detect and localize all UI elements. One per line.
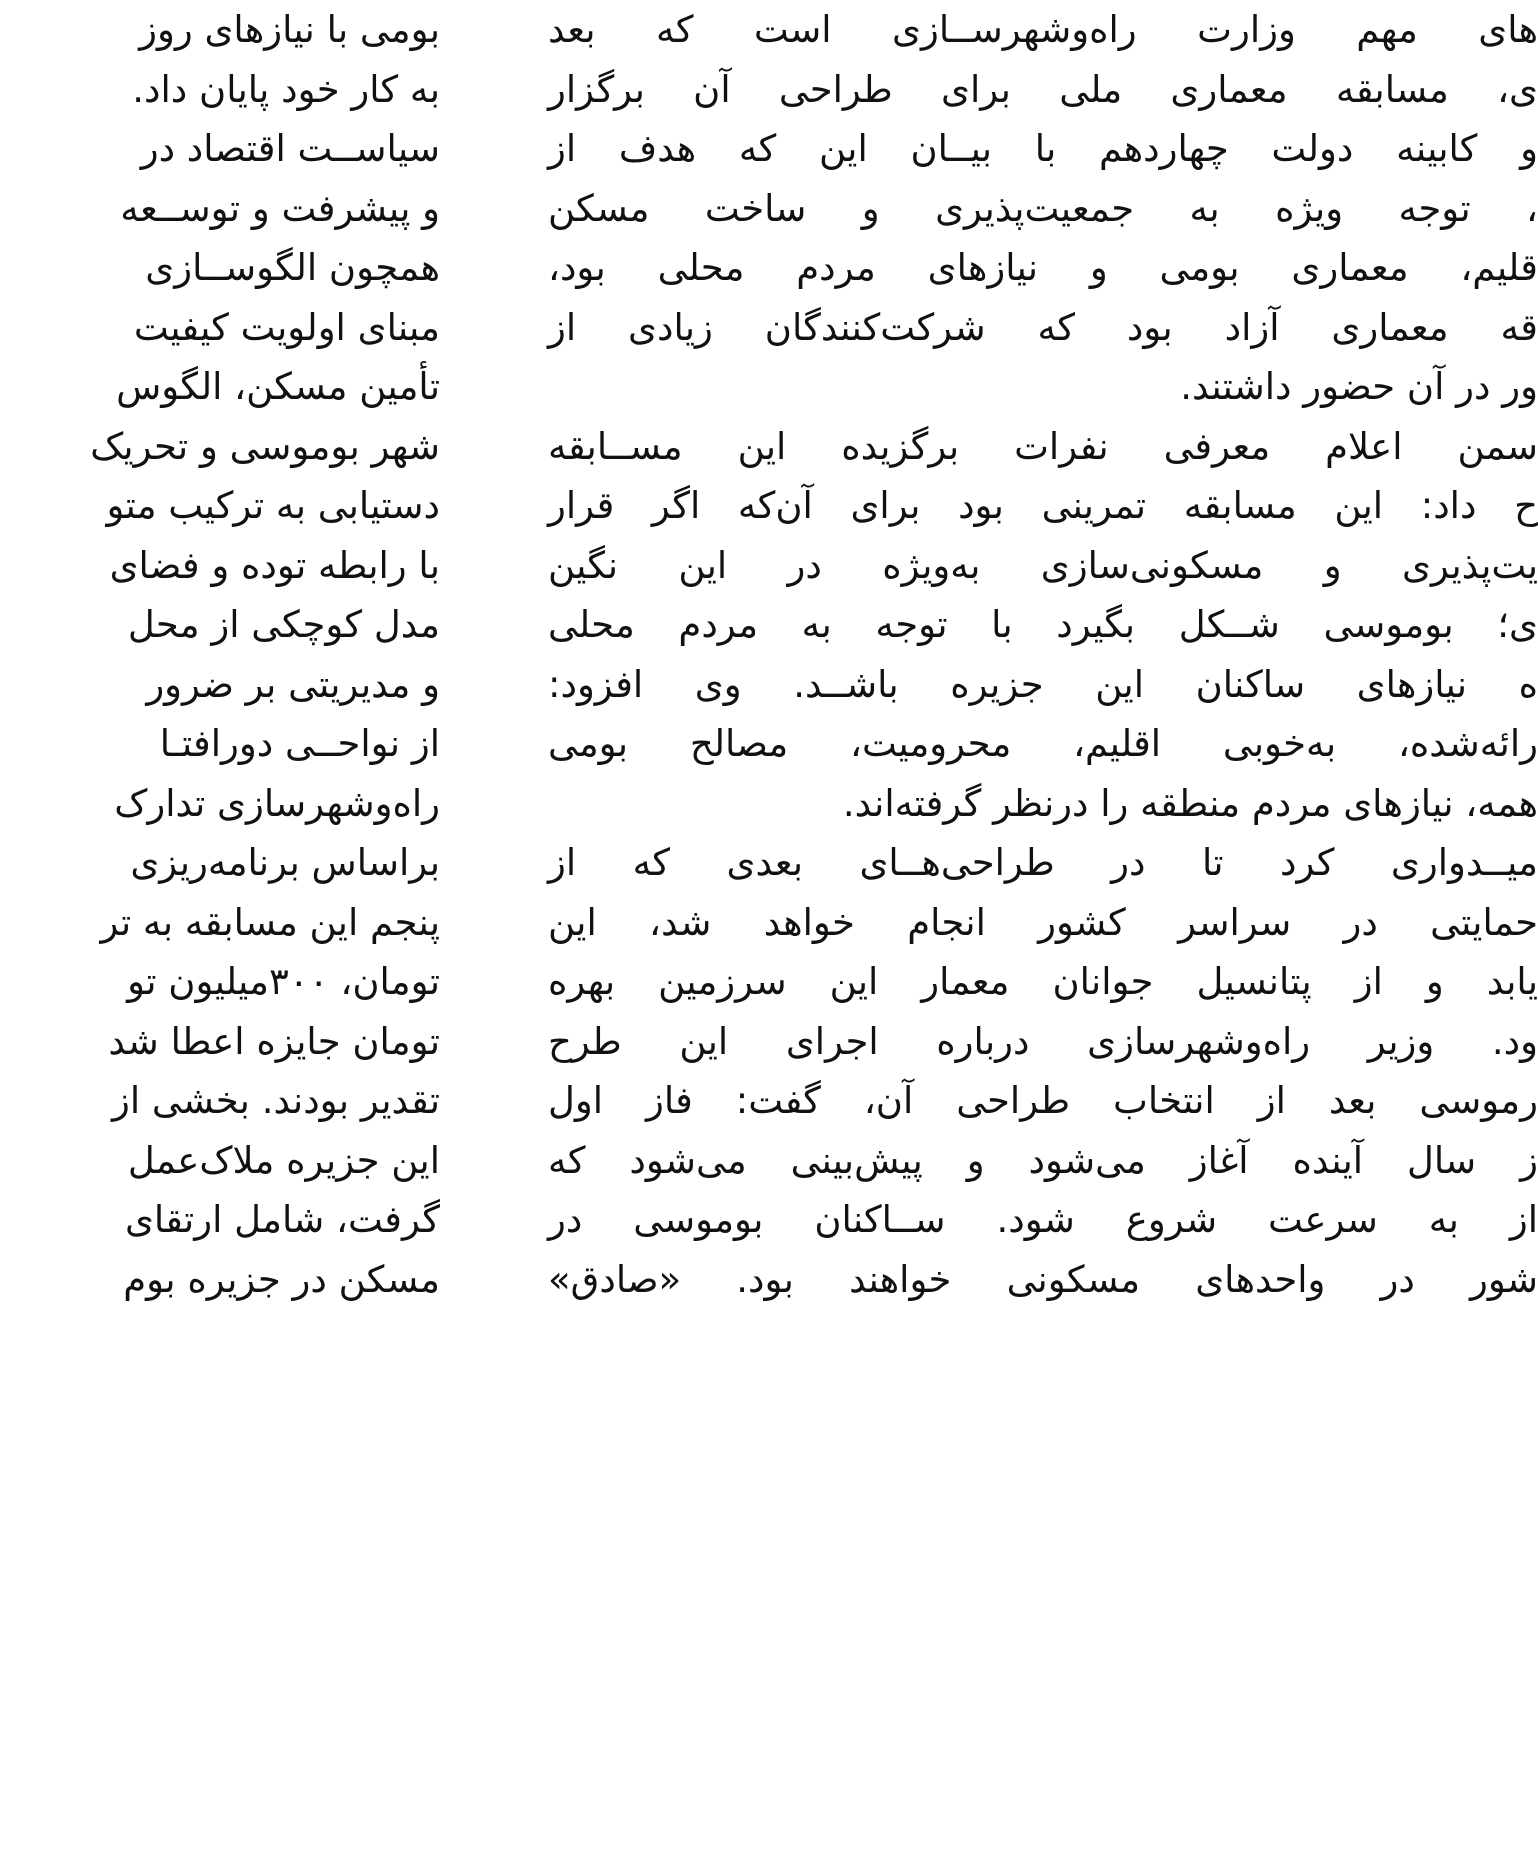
- right-line: حمایتی در سراسر کشور انجام خواهد شد، این: [548, 900, 1538, 944]
- left-line: شهر بوموسی و تحریک: [90, 424, 440, 468]
- left-line: مسکن در جزیره بوم: [123, 1257, 440, 1301]
- right-line: شور در واحدهای مسکونی خواهند بود. «صادق»: [548, 1257, 1538, 1301]
- right-line: یت‌پذیری و مسکونی‌سازی به‌ویژه در این نگین: [548, 543, 1538, 587]
- left-line: سیاســت اقتصاد در: [140, 127, 440, 170]
- right-line: ح داد: این مسابقه تمرینی بود برای آن‌که اگر قرار: [548, 484, 1538, 527]
- left-line: دستیابی به ترکیب متو: [106, 484, 440, 527]
- right-line: همه، نیازهای مردم منطقه را درنظر گرفته‌اند.: [842, 781, 1538, 825]
- left-line: با رابطه توده و فضای: [109, 543, 440, 587]
- left-line: گرفت، شامل ارتقای: [124, 1198, 440, 1241]
- left-line: مبنای اولویت کیفیت: [133, 305, 440, 349]
- right-line: رموسی بعد از انتخاب طراحی آن، گفت: فاز اول: [548, 1079, 1538, 1122]
- right-line: سمن اعلام معرفی نفرات برگزیده این مســابقه: [548, 424, 1538, 468]
- right-line: قه معماری آزاد بود که شرکت‌کنندگان زیادی از: [548, 305, 1538, 349]
- right-line: و کابینه دولت چهاردهم با بیــان این که هدف از: [548, 127, 1538, 170]
- left-line: پنجم این مسابقه به تر: [100, 900, 440, 944]
- left-line: تقدیر بودند. بخشی از: [112, 1079, 440, 1122]
- left-line: مدل کوچکی از محل: [127, 603, 440, 646]
- left-line: همچون الگوســازی: [145, 246, 440, 289]
- right-line: ه نیازهای ساکنان این جزیره باشــد. وی افزود:: [548, 662, 1538, 706]
- left-line: براساس برنامه‌ریزی: [130, 841, 440, 884]
- left-line: تأمین مسکن، الگوس: [116, 365, 440, 408]
- right-line: رائه‌شده، به‌خوبی اقلیم، محرومیت، مصالح بومی: [548, 722, 1538, 765]
- right-line: قلیم، معماری بومی و نیازهای مردم محلی بود،: [548, 246, 1538, 289]
- right-line: ور در آن حضور داشتند.: [1180, 365, 1538, 408]
- right-line: های مهم وزارت راه‌وشهرســازی است که بعد: [548, 8, 1538, 51]
- right-column: [548, 0, 1538, 1309]
- left-line: و مدیریتی بر ضرور: [146, 662, 440, 706]
- left-line: و پیشرفت و توســعه: [120, 186, 440, 230]
- left-line: از نواحــی دورافتـا: [159, 722, 440, 765]
- right-line: ، توجه ویژه به جمعیت‌پذیری و ساخت مسکن: [548, 186, 1538, 230]
- right-line: ی، مسابقه معماری ملی برای طراحی آن برگزار: [548, 67, 1538, 111]
- left-line: تومان جایزه اعطا شد: [108, 1019, 440, 1063]
- left-line: تومان، ۳۰۰میلیون تو: [127, 960, 440, 1003]
- right-line: ز سال آینده آغاز می‌شود و پیش‌بینی می‌شود که: [548, 1138, 1538, 1182]
- right-line: یابد و از پتانسیل جوانان معمار این سرزمین بهره: [548, 960, 1538, 1003]
- right-line: میــدواری کرد تا در طراحی‌هــای بعدی که از: [548, 841, 1538, 884]
- right-line: از به سرعت شروع شود. ســاکنان بوموسی در: [548, 1198, 1538, 1241]
- left-line: به کار خود پایان داد.: [132, 67, 440, 111]
- left-line: بومی با نیازهای روز: [139, 8, 440, 51]
- left-line: راه‌وشهرسازی تدارک: [114, 781, 440, 825]
- left-line: این جزیره ملاک‌عمل: [127, 1138, 440, 1182]
- left-column: [0, 0, 440, 1309]
- right-line: ود. وزیر راه‌وشهرسازی درباره اجرای این طرح: [548, 1019, 1538, 1063]
- right-line: ی؛ بوموسی شــکل بگیرد با توجه به مردم محلی: [548, 603, 1538, 646]
